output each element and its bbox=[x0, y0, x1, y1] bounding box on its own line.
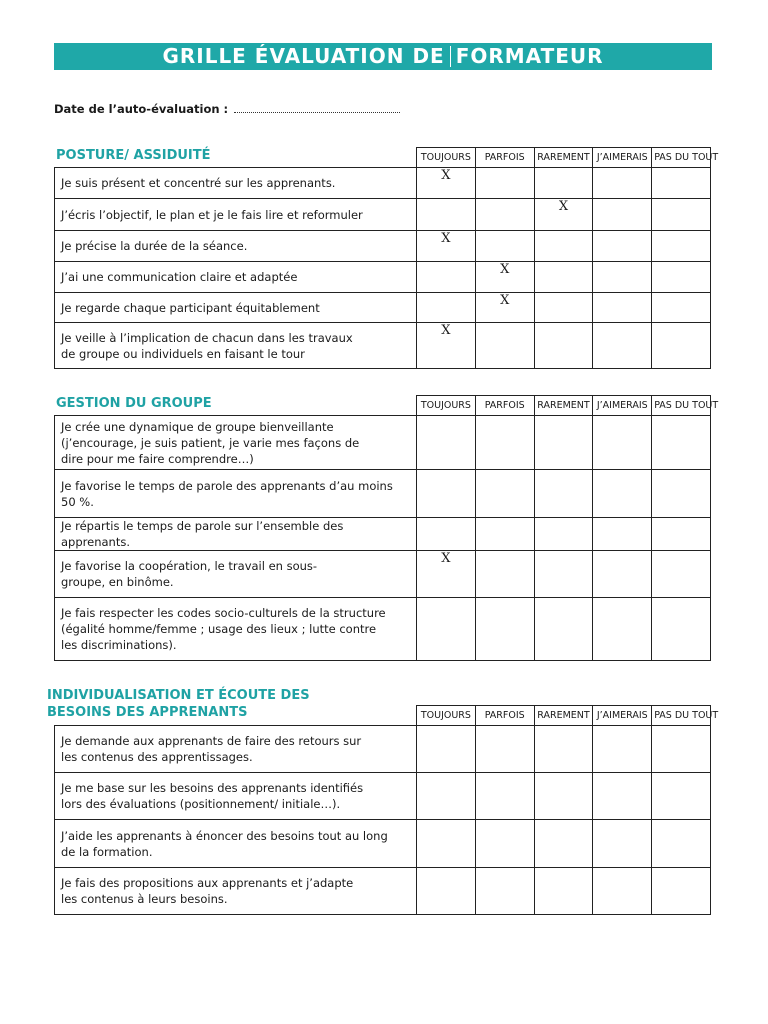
column-header: TOUJOURS bbox=[417, 148, 476, 168]
criterion-text: J’ai une communication claire et adaptée bbox=[55, 262, 417, 293]
rating-cell[interactable] bbox=[593, 551, 652, 598]
rating-cell[interactable] bbox=[534, 168, 593, 199]
rating-cell[interactable] bbox=[475, 323, 534, 369]
rating-cell[interactable] bbox=[534, 820, 593, 868]
criterion-text: Je suis présent et concentré sur les apprenants. bbox=[55, 168, 417, 199]
rating-cell[interactable]: X bbox=[475, 262, 534, 293]
rating-cell[interactable] bbox=[652, 868, 711, 915]
rating-cell[interactable] bbox=[417, 820, 476, 868]
criterion-text: Je me base sur les besoins des apprenants identifiés lors des évaluations (positionnement/ initiale…). bbox=[55, 773, 417, 820]
rating-cell[interactable] bbox=[593, 231, 652, 262]
rating-cell[interactable] bbox=[534, 773, 593, 820]
column-header: PARFOIS bbox=[475, 396, 534, 416]
rating-cell[interactable] bbox=[475, 199, 534, 231]
rating-cell[interactable] bbox=[593, 773, 652, 820]
criterion-row bbox=[55, 820, 711, 868]
rating-cell[interactable] bbox=[652, 820, 711, 868]
criterion-text: Je demande aux apprenants de faire des retours sur les contenus des apprentissages. bbox=[55, 726, 417, 773]
header-blank-cell bbox=[55, 396, 417, 416]
column-header: RAREMENT bbox=[534, 148, 593, 168]
section-title-posture: POSTURE/ ASSIDUITÉ bbox=[56, 148, 211, 163]
rating-cell[interactable] bbox=[593, 323, 652, 369]
criterion-text: Je crée une dynamique de groupe bienveillante (j’encourage, je suis patient, je varie mes façons de dire pour me faire comprendre…) bbox=[55, 416, 417, 470]
rating-cell[interactable] bbox=[534, 551, 593, 598]
rating-cell[interactable] bbox=[652, 231, 711, 262]
rating-cell[interactable] bbox=[475, 168, 534, 199]
rating-cell[interactable] bbox=[417, 518, 476, 551]
rating-cell[interactable] bbox=[593, 293, 652, 323]
criterion-row bbox=[55, 773, 711, 820]
rating-cell[interactable] bbox=[475, 868, 534, 915]
criterion-text: Je fais respecter les codes socio-culturels de la structure (égalité homme/femme ; usage des lieux ; lutte contre les discriminations). bbox=[55, 598, 417, 661]
rating-cell[interactable] bbox=[652, 598, 711, 661]
rating-cell[interactable] bbox=[593, 416, 652, 470]
criterion-text: J’aide les apprenants à énoncer des besoins tout au long de la formation. bbox=[55, 820, 417, 868]
column-header: RAREMENT bbox=[534, 396, 593, 416]
rating-cell[interactable] bbox=[593, 168, 652, 199]
criterion-row bbox=[55, 231, 711, 262]
page-title-part2: FORMATEUR bbox=[455, 44, 604, 68]
rating-cell[interactable] bbox=[652, 199, 711, 231]
header-blank-cell bbox=[55, 706, 417, 726]
column-header: PAS DU TOUT bbox=[652, 396, 711, 416]
criterion-row bbox=[55, 868, 711, 915]
criterion-row bbox=[55, 199, 711, 231]
column-header: PARFOIS bbox=[475, 148, 534, 168]
rating-cell[interactable] bbox=[475, 726, 534, 773]
rating-cell[interactable] bbox=[534, 416, 593, 470]
rating-cell[interactable] bbox=[534, 470, 593, 518]
criterion-text: Je répartis le temps de parole sur l’ensemble des apprenants. bbox=[55, 518, 417, 551]
rating-cell[interactable] bbox=[534, 518, 593, 551]
criterion-text: Je favorise le temps de parole des apprenants d’au moins 50 %. bbox=[55, 470, 417, 518]
column-header: PAS DU TOUT bbox=[652, 706, 711, 726]
rating-cell[interactable] bbox=[475, 598, 534, 661]
column-header: PAS DU TOUT bbox=[652, 148, 711, 168]
column-header: TOUJOURS bbox=[417, 396, 476, 416]
rating-cell[interactable]: X bbox=[417, 168, 476, 199]
rating-cell[interactable] bbox=[652, 293, 711, 323]
column-header: PARFOIS bbox=[475, 706, 534, 726]
criterion-row bbox=[55, 416, 711, 470]
section-title-individualisation: INDIVIDUALISATION ET ÉCOUTE DES BESOINS DES APPRENANTS bbox=[47, 688, 310, 720]
rating-cell[interactable] bbox=[417, 416, 476, 470]
criterion-row bbox=[55, 726, 711, 773]
rating-cell[interactable]: X bbox=[417, 231, 476, 262]
rating-cell[interactable] bbox=[417, 199, 476, 231]
rating-cell[interactable] bbox=[475, 551, 534, 598]
rating-cell[interactable] bbox=[652, 416, 711, 470]
criterion-row bbox=[55, 551, 711, 598]
rating-cell[interactable] bbox=[417, 470, 476, 518]
column-header: TOUJOURS bbox=[417, 706, 476, 726]
date-fill-line[interactable] bbox=[234, 102, 400, 113]
rating-cell[interactable] bbox=[534, 293, 593, 323]
rating-cell[interactable]: X bbox=[417, 323, 476, 369]
criterion-text: Je précise la durée de la séance. bbox=[55, 231, 417, 262]
rating-cell[interactable]: X bbox=[417, 551, 476, 598]
rating-cell[interactable] bbox=[475, 470, 534, 518]
rating-cell[interactable] bbox=[652, 323, 711, 369]
evaluation-table-individualisation bbox=[54, 705, 719, 915]
criterion-text: Je regarde chaque participant équitablement bbox=[55, 293, 417, 323]
rating-cell[interactable] bbox=[534, 868, 593, 915]
criterion-text: J’écris l’objectif, le plan et je le fais lire et reformuler bbox=[55, 199, 417, 231]
rating-cell[interactable] bbox=[652, 262, 711, 293]
rating-cell[interactable] bbox=[534, 262, 593, 293]
self-evaluation-date bbox=[54, 102, 400, 116]
page-title-part1: GRILLE ÉVALUATION DE bbox=[162, 44, 445, 68]
rating-cell[interactable] bbox=[652, 168, 711, 199]
criterion-row bbox=[55, 262, 711, 293]
criterion-row bbox=[55, 323, 711, 369]
column-header: RAREMENT bbox=[534, 706, 593, 726]
rating-cell[interactable] bbox=[417, 598, 476, 661]
title-divider bbox=[450, 46, 451, 67]
rating-cell[interactable] bbox=[534, 323, 593, 369]
rating-cell[interactable] bbox=[475, 773, 534, 820]
rating-cell[interactable] bbox=[475, 518, 534, 551]
criterion-row bbox=[55, 518, 711, 551]
column-header: J’AIMERAIS bbox=[593, 148, 652, 168]
rating-cell[interactable] bbox=[475, 820, 534, 868]
criterion-text: Je fais des propositions aux apprenants et j’adapte les contenus à leurs besoins. bbox=[55, 868, 417, 915]
page-title-banner bbox=[54, 43, 712, 70]
rating-cell[interactable] bbox=[417, 868, 476, 915]
column-header: J’AIMERAIS bbox=[593, 706, 652, 726]
rating-cell[interactable] bbox=[475, 416, 534, 470]
rating-cell[interactable] bbox=[593, 868, 652, 915]
rating-cell[interactable] bbox=[652, 773, 711, 820]
evaluation-table-group-management bbox=[54, 395, 719, 661]
rating-cell[interactable] bbox=[417, 726, 476, 773]
rating-cell[interactable] bbox=[652, 726, 711, 773]
rating-cell[interactable] bbox=[593, 598, 652, 661]
rating-cell[interactable] bbox=[593, 470, 652, 518]
rating-cell[interactable]: X bbox=[534, 199, 593, 231]
section-title-group-management: GESTION DU GROUPE bbox=[56, 396, 212, 411]
criterion-row bbox=[55, 598, 711, 661]
rating-cell[interactable] bbox=[652, 518, 711, 551]
rating-cell[interactable] bbox=[593, 262, 652, 293]
header-blank-cell bbox=[55, 148, 417, 168]
rating-cell[interactable] bbox=[593, 726, 652, 773]
rating-cell[interactable] bbox=[534, 598, 593, 661]
criterion-row bbox=[55, 470, 711, 518]
rating-cell[interactable] bbox=[417, 773, 476, 820]
criterion-row bbox=[55, 168, 711, 199]
rating-cell[interactable] bbox=[593, 820, 652, 868]
rating-cell[interactable] bbox=[652, 551, 711, 598]
criterion-text: Je favorise la coopération, le travail en sous- groupe, en binôme. bbox=[55, 551, 417, 598]
rating-cell[interactable] bbox=[417, 293, 476, 323]
rating-cell[interactable] bbox=[593, 518, 652, 551]
rating-cell[interactable] bbox=[534, 726, 593, 773]
rating-cell[interactable] bbox=[475, 231, 534, 262]
date-label: Date de l’auto-évaluation : bbox=[54, 102, 229, 116]
criterion-text: Je veille à l’implication de chacun dans les travaux de groupe ou individuels en faisant le tour bbox=[55, 323, 417, 369]
evaluation-table-posture bbox=[54, 147, 719, 369]
rating-cell[interactable]: X bbox=[475, 293, 534, 323]
rating-cell[interactable] bbox=[593, 199, 652, 231]
rating-cell[interactable] bbox=[417, 262, 476, 293]
rating-cell[interactable] bbox=[652, 470, 711, 518]
rating-cell[interactable] bbox=[534, 231, 593, 262]
column-header: J’AIMERAIS bbox=[593, 396, 652, 416]
criterion-row bbox=[55, 293, 711, 323]
